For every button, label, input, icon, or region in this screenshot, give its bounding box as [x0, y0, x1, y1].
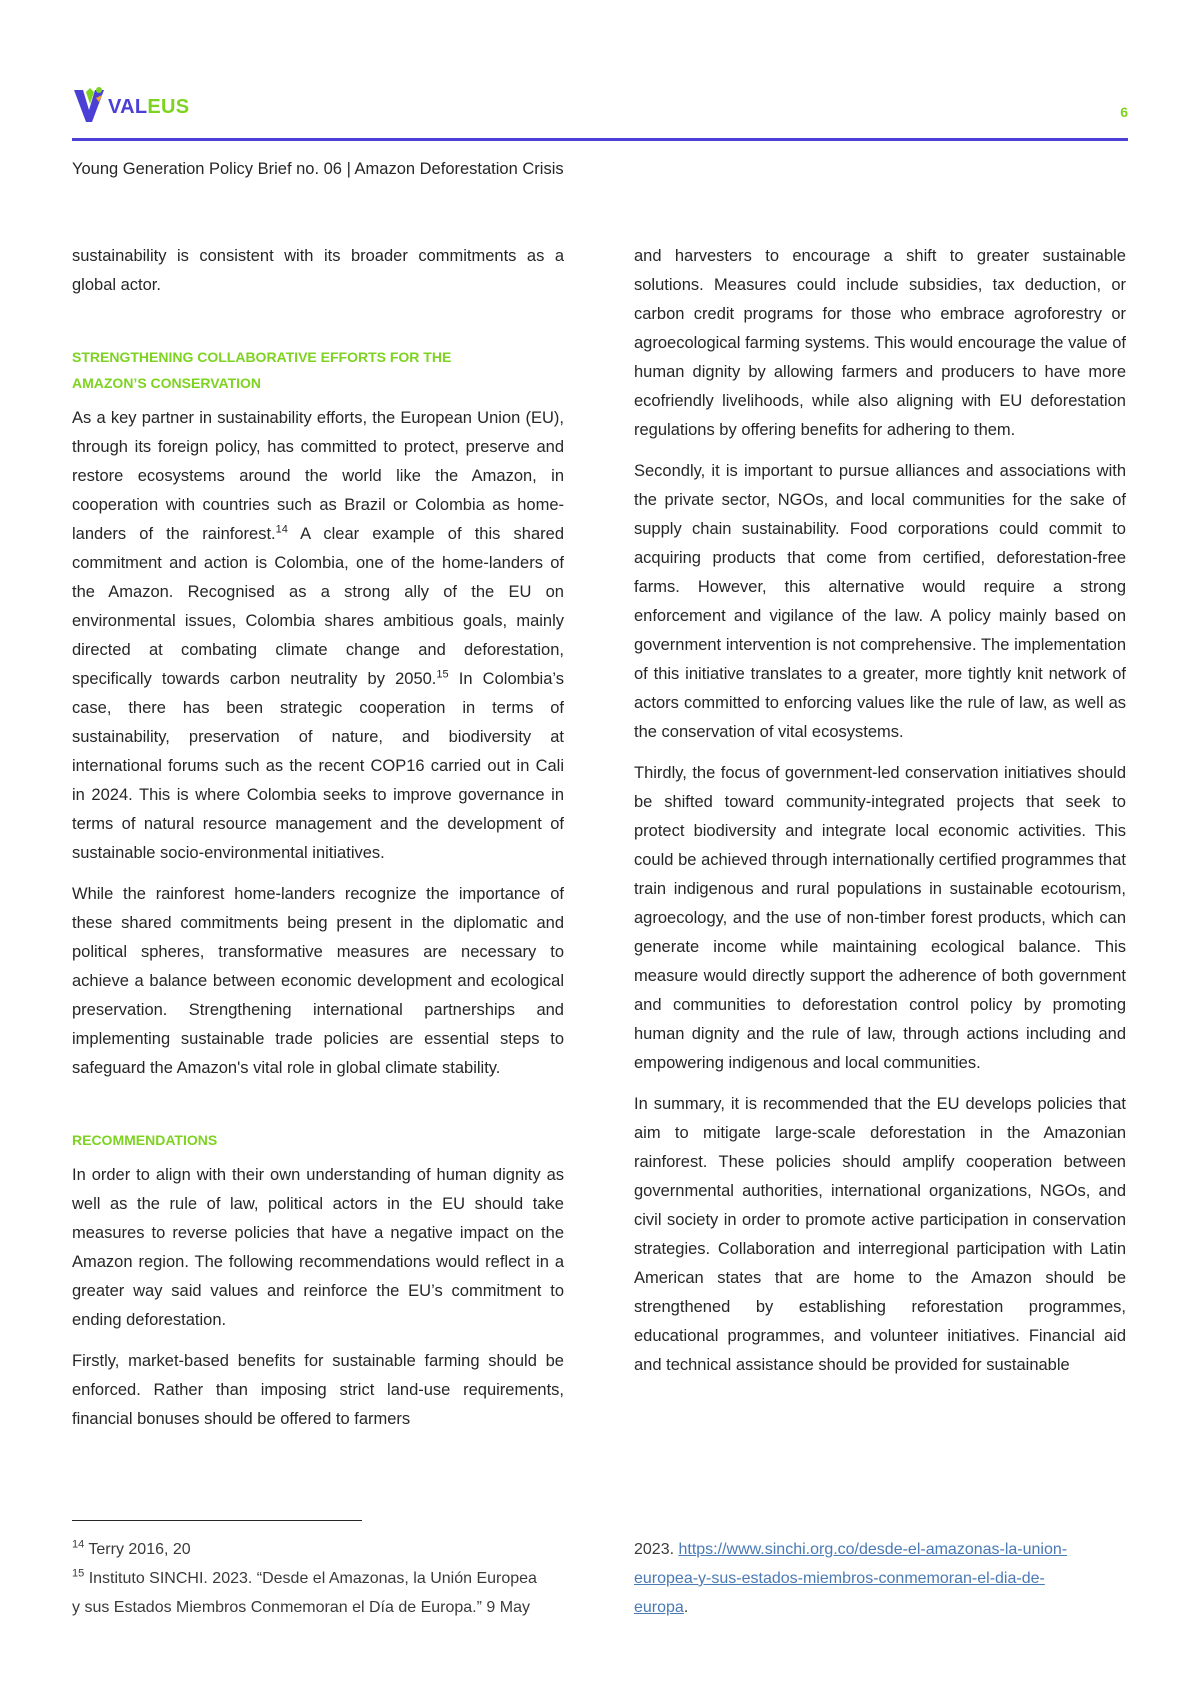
- heading-line: STRENGTHENING COLLABORATIVE EFFORTS FOR THE: [72, 349, 452, 365]
- section-heading-recommendations: RECOMMENDATIONS: [72, 1132, 218, 1148]
- footnote-text: .: [683, 1599, 689, 1616]
- paragraph: Firstly, market-based benefits for sustainable farming should be enforced. Rather than imposing strict land-use requirements, financial bonuses should be offered to farmers: [72, 1352, 564, 1428]
- footnote-ref-14[interactable]: 14: [275, 523, 288, 536]
- paragraph-text: In Colombia’s case, there has been strategic cooperation in terms of sustainability, preservation of nature, and biodiversity at international forums such as the recent COP16 carried out in Cali in 2024. This is where Colombia seeks to improve governance in terms of natural resource management and the development of sustainable socio-environmental initiatives.: [72, 670, 565, 862]
- link-text: europea-y-sus-estados-miembros-conmemoran-el-dia-de-: [634, 1570, 1045, 1587]
- link-text: https://www.sinchi.org.co/desde-el-amazonas-la-union-: [678, 1541, 1068, 1558]
- footnote-text: 2023.: [634, 1541, 679, 1558]
- paragraph-text: A clear example of this shared commitment and action is Colombia, one of the home-landers of the Amazon. Recognised as a strong ally of the EU on environmental issues, Colombia shares ambitious goals, mainly directed at combating climate change and deforestation, specifically towards carbon neutrality by 2050.: [72, 525, 564, 688]
- footnotes-right: [634, 1535, 1126, 1622]
- page-header: [72, 84, 1128, 144]
- paragraph: While the rainforest home-landers recognize the importance of these shared commitments being present in the diplomatic and political spheres, transformative measures are necessary to achieve a balance between economic development and ecological preservation. Strengthening international partnerships and implementing sustainable trade policies are essential steps to safeguard the Amazon's vital role in global climate stability.: [72, 885, 564, 1077]
- paragraph: Thirdly, the focus of government-led conservation initiatives should be shifted toward community-integrated projects that seek to protect biodiversity and integrate local economic activities. This could be achieved through internationally certified programmes that train indigenous and rural populations in sustainable ecotourism, agroecology, and the use of non-timber forest products, which can generate income while maintaining ecological balance. This measure would directly support the adherence of both government and communities to deforestation control policy by promoting human dignity and the rule of law, through actions including and empowering indigenous and local communities.: [634, 764, 1126, 1072]
- footnote-number: 15: [72, 1567, 85, 1580]
- right-column: [634, 242, 1126, 1380]
- footnote-link[interactable]: [634, 1541, 1067, 1616]
- link-text: europa: [634, 1599, 684, 1616]
- footnote-15: [72, 1564, 572, 1622]
- section-heading-collaborative-efforts: [72, 344, 564, 396]
- paragraph: In order to align with their own understanding of human dignity as well as the rule of law, political actors in the EU should take measures to reverse policies that have a negative impact on the Amazon region. The following recommendations would reflect in a greater way said values and reinforce the EU’s commitment to ending deforestation.: [72, 1166, 564, 1329]
- heading-line: AMAZON’S CONSERVATION: [72, 375, 262, 391]
- paragraph: In summary, it is recommended that the EU develops policies that aim to mitigate large-scale deforestation in the Amazonian rainforest. These policies should amplify cooperation between governmental authorities, international organizations, NGOs, and civil society in order to promote active participation in conservation strategies. Collaboration and interregional participation with Latin American states that are home to the Amazon should be strengthened by establishing reforestation programmes, educational programmes, and volunteer initiatives. Financial aid and technical assistance should be provided for sustainable: [634, 1095, 1126, 1374]
- footnote-text: Instituto SINCHI. 2023. “Desde el Amazonas, la Unión Europea: [84, 1570, 537, 1587]
- paragraph: sustainability is consistent with its broader commitments as a global actor.: [72, 247, 564, 294]
- footnote-text: Terry 2016, 20: [84, 1541, 191, 1558]
- logo-text-eus: EUS: [147, 96, 190, 118]
- running-title: Young Generation Policy Brief no. 06 | Amazon Deforestation Crisis: [72, 160, 564, 178]
- footnote-divider: [72, 1520, 362, 1521]
- paragraph: Secondly, it is important to pursue alliances and associations with the private sector, NGOs, and local communities for the sake of supply chain sustainability. Food corporations could commit to acquiring products that come from certified, deforestation-free farms. However, this alternative would require a strong enforcement and vigilance of the law. A policy mainly based on government intervention is not comprehensive. The implementation of this initiative translates to a greater, more tightly knit network of actors committed to enforcing values like the rule of law, as well as the conservation of vital ecosystems.: [634, 462, 1126, 741]
- paragraph: [72, 404, 564, 868]
- footnote-14: [72, 1535, 572, 1564]
- valeus-logo[interactable]: [72, 84, 202, 128]
- valeus-v-icon: [72, 84, 108, 124]
- footnote-text: y sus Estados Miembros Conmemoran el Día de Europa.” 9 May: [72, 1599, 530, 1616]
- paragraph: and harvesters to encourage a shift to greater sustainable solutions. Measures could include subsidies, tax deduction, or carbon credit programs for those who embrace agroforestry or agroecological farming systems. This would encourage the value of human dignity by allowing farmers and producers to have more ecofriendly livelihoods, while also aligning with EU deforestation regulations by offering benefits for adhering to them.: [634, 247, 1126, 439]
- logo-text-val: VAL: [108, 96, 148, 118]
- footnotes-left: [72, 1535, 572, 1622]
- footnote-ref-15[interactable]: 15: [436, 668, 449, 681]
- paragraph-text: As a key partner in sustainability efforts, the European Union (EU), through its foreign policy, has committed to protect, preserve and restore ecosystems around the world like the Amazon, in cooperation with countries such as Brazil or Colombia as home-landers of the rainforest.: [72, 409, 564, 543]
- footnote-number: 14: [72, 1538, 85, 1551]
- page-number: 6: [1120, 104, 1128, 120]
- left-column: [72, 242, 564, 1434]
- logo-wordmark: [108, 96, 189, 119]
- header-divider: [72, 138, 1128, 141]
- footnote-15-continued: [634, 1535, 1126, 1622]
